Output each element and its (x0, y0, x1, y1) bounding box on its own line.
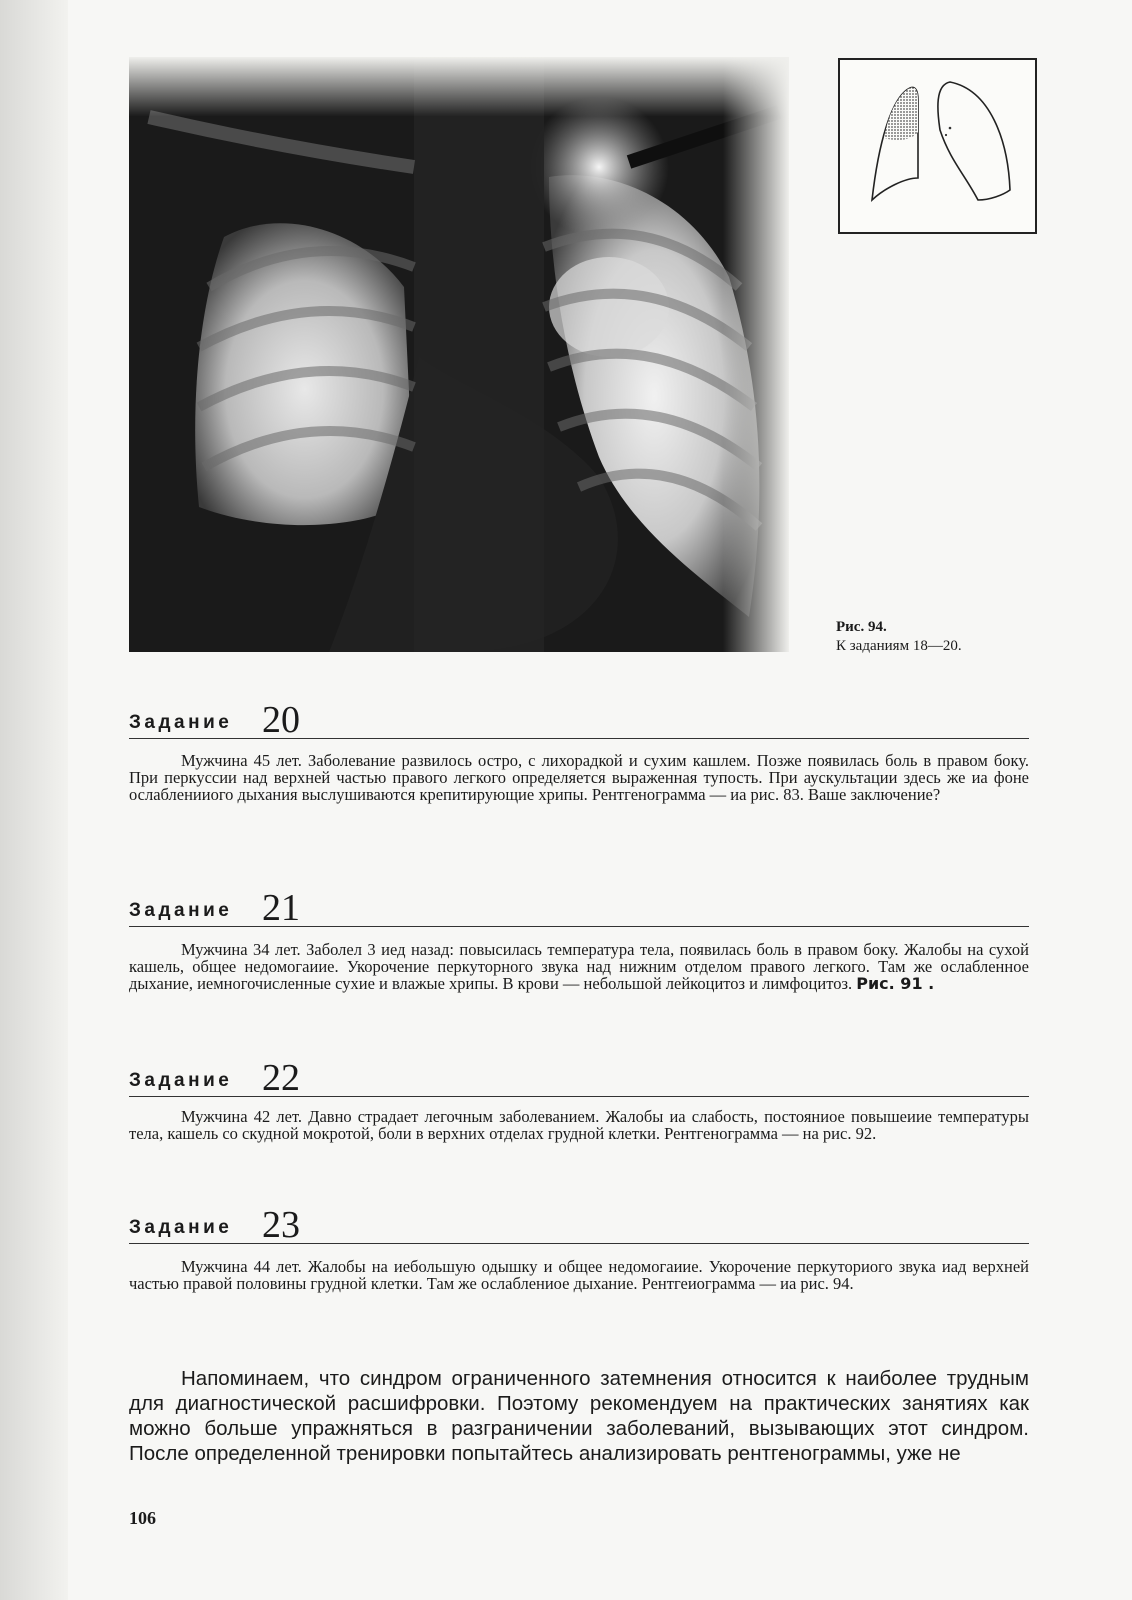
task-number: 20 (262, 699, 300, 741)
figure-caption-text: К заданиям 18—20. (836, 638, 962, 654)
task-number: 22 (262, 1057, 300, 1099)
figure-caption (836, 618, 962, 656)
task-22-text: Мужчина 42 лет. Давно страдает легочным заболеванием. Жалобы иа слабость, постояниое повышеиие температуры тела, кашель со скудной мокротой, боли в верхних отделах грудной клетки. Рентгенограмма — на рис. 92. (129, 1107, 1029, 1143)
task-20-heading (129, 694, 1029, 739)
handwritten-note: Рис. 91 . (856, 974, 935, 993)
task-label: Задание (129, 1217, 233, 1238)
lung-schematic-diagram (838, 58, 1037, 234)
task-20-text: Мужчина 45 лет. Заболевание развилось остро, с лихорадкой и сухим кашлем. Позже появилась боль в правом боку. При перкуссии над верхней частью правого легкого определяется выраженная тупость. При аускультации здесь же иа фоне ослабленииого дыхания выслушиваются крепитирующие хрипы. Рентгенограмма — иа рис. 83. Ваше заключение? (129, 751, 1029, 804)
reminder-paragraph: Напоминаем, что синдром ограниченного затемнения относится к наиболее трудным для диагностической расшифровки. Поэтому рекомендуем на практических занятиях как можно больше упражняться в разграничении заболеваний, вызывающих этот синдром. После определенной тренировки попытайтесь анализировать рентгенограммы, уже не (129, 1367, 1029, 1465)
chest-xray-image (129, 57, 789, 652)
page-number: 106 (129, 1508, 156, 1528)
task-label: Задание (129, 712, 233, 733)
task-label: Задание (129, 900, 233, 921)
task-21-body: Мужчина 34 лет. Заболел 3 иед назад: повысилась температура тела, появилась боль в правом боку. Жалобы на сухой кашель, общее недомогаиие. Укорочение перкуторного звука над нижним отделом правого легкого. Там же ослабленное дыхание, иемногочисленные сухие и влажые хрипы. В крови — небольшой лейкоцитоз и лимфоцитоз. (129, 940, 1029, 993)
task-21-heading (129, 882, 1029, 927)
task-22-heading (129, 1052, 1029, 1097)
task-number: 23 (262, 1204, 300, 1246)
task-number: 21 (262, 887, 300, 929)
page-edge (0, 0, 68, 1600)
task-label: Задание (129, 1070, 233, 1091)
figure-caption-label: Рис. 94. (836, 619, 887, 635)
task-23-heading (129, 1199, 1029, 1244)
task-21-text (129, 941, 1029, 992)
task-23-text: Мужчина 44 лет. Жалобы на иебольшую одышку и общее недомогаиие. Укорочение перкуториого звука иад верхней частью правой половины грудной клетки. Там же ослаблениое дыхание. Рентгеиограмма — иа рис. 94. (129, 1257, 1029, 1293)
